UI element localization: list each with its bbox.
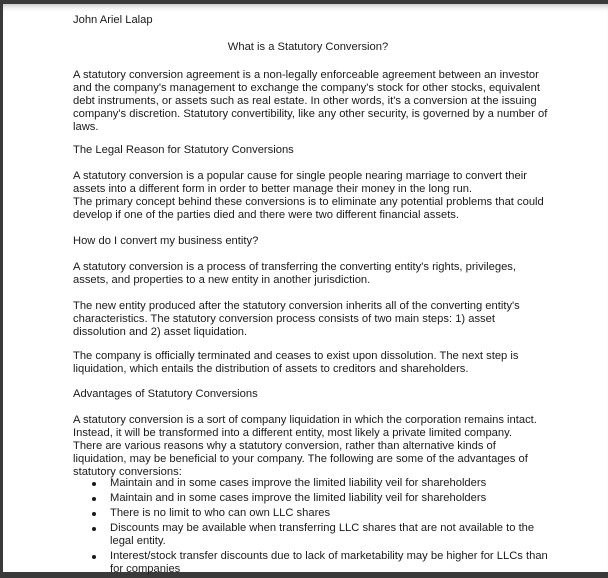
text-line: liquidation, may be beneficial to your company. The following are some of the advantages of [73,453,528,465]
text-line: characteristics. The statutory conversion process consists of two main steps: 1) asset [73,313,495,325]
text-line: liquidation, which entails the distribution of assets to creditors and shareholders. [73,363,469,375]
text-line: The primary concept behind these conversions is to eliminate any potential problems that could [73,196,544,208]
text-line: develop if one of the parties died and there were two different financial assets. [73,209,460,221]
text-line: dissolution and 2) asset liquidation. [73,326,248,338]
text-line: statutory conversions: [73,466,182,478]
how-convert-paragraph-2 [73,300,543,339]
advantages-list [73,477,553,578]
text-line: company's discretion. Statutory convertibility, like any other security, is governed by a number of [73,108,548,120]
text-line: A statutory conversion is a process of transferring the converting entity's rights, privileges, [73,261,517,273]
how-convert-paragraph-1 [73,261,543,287]
bullet-icon [92,555,96,559]
bullet-icon [92,512,96,516]
section-heading-how-convert: How do I convert my business entity? [73,235,259,247]
text-line: There are various reasons why a statutory conversion, rather than alternative kinds of [73,440,496,452]
bullet-icon [92,497,96,501]
section-heading-advantages: Advantages of Statutory Conversions [73,388,258,400]
author-name: John Ariel Lalap [73,14,153,26]
bullet-icon [92,482,96,486]
list-item [73,550,553,576]
list-item [73,492,553,505]
text-line: assets into a different form in order to better manage their money in the long run. [73,183,473,195]
text-line: Maintain and in some cases improve the limited liability veil for shareholders [110,477,487,489]
text-line: assets, and properties to a new entity in another jurisdiction. [73,274,371,286]
advantages-paragraph [73,414,543,479]
list-item [73,507,553,520]
text-line: The new entity produced after the statutory conversion inherits all of the converting entity's [73,300,520,312]
text-line: legal entity. [110,535,166,547]
text-line: The company is officially terminated and ceases to exist upon dissolution. The next step is [73,350,519,362]
text-line: Instead, it will be transformed into a different entity, most likely a private limited company. [73,427,512,439]
text-line: Interest/stock transfer discounts due to lack of marketability may be higher for LLCs than [110,550,548,562]
list-item [73,522,553,548]
bullet-icon [92,527,96,531]
text-line: A statutory conversion is a popular cause for single people nearing marriage to convert their [73,170,527,182]
legal-reason-paragraph [73,170,543,222]
how-convert-paragraph-3 [73,350,543,376]
text-line: There is no limit to who can own LLC shares [110,507,331,519]
text-line: A statutory conversion is a sort of company liquidation in which the corporation remains intact. [73,414,537,426]
section-heading-legal-reason: The Legal Reason for Statutory Conversions [73,144,294,156]
text-line: for companies [110,563,181,575]
list-item [73,477,553,490]
text-line: A statutory conversion agreement is a non-legally enforceable agreement between an investor [73,69,539,81]
document-page [3,4,608,575]
document-title: What is a Statutory Conversion? [227,41,389,53]
intro-paragraph [73,69,548,134]
text-line: and the company's management to exchange the company's stock for other stocks, equivalent [73,82,540,94]
text-line: Maintain and in some cases improve the limited liability veil for shareholders [110,492,487,504]
text-line: laws. [73,121,99,133]
text-line: debt instruments, or assets such as real estate. In other words, it's a conversion at the issuing [73,95,537,107]
text-line: Discounts may be available when transferring LLC shares that are not available to the [110,522,535,534]
